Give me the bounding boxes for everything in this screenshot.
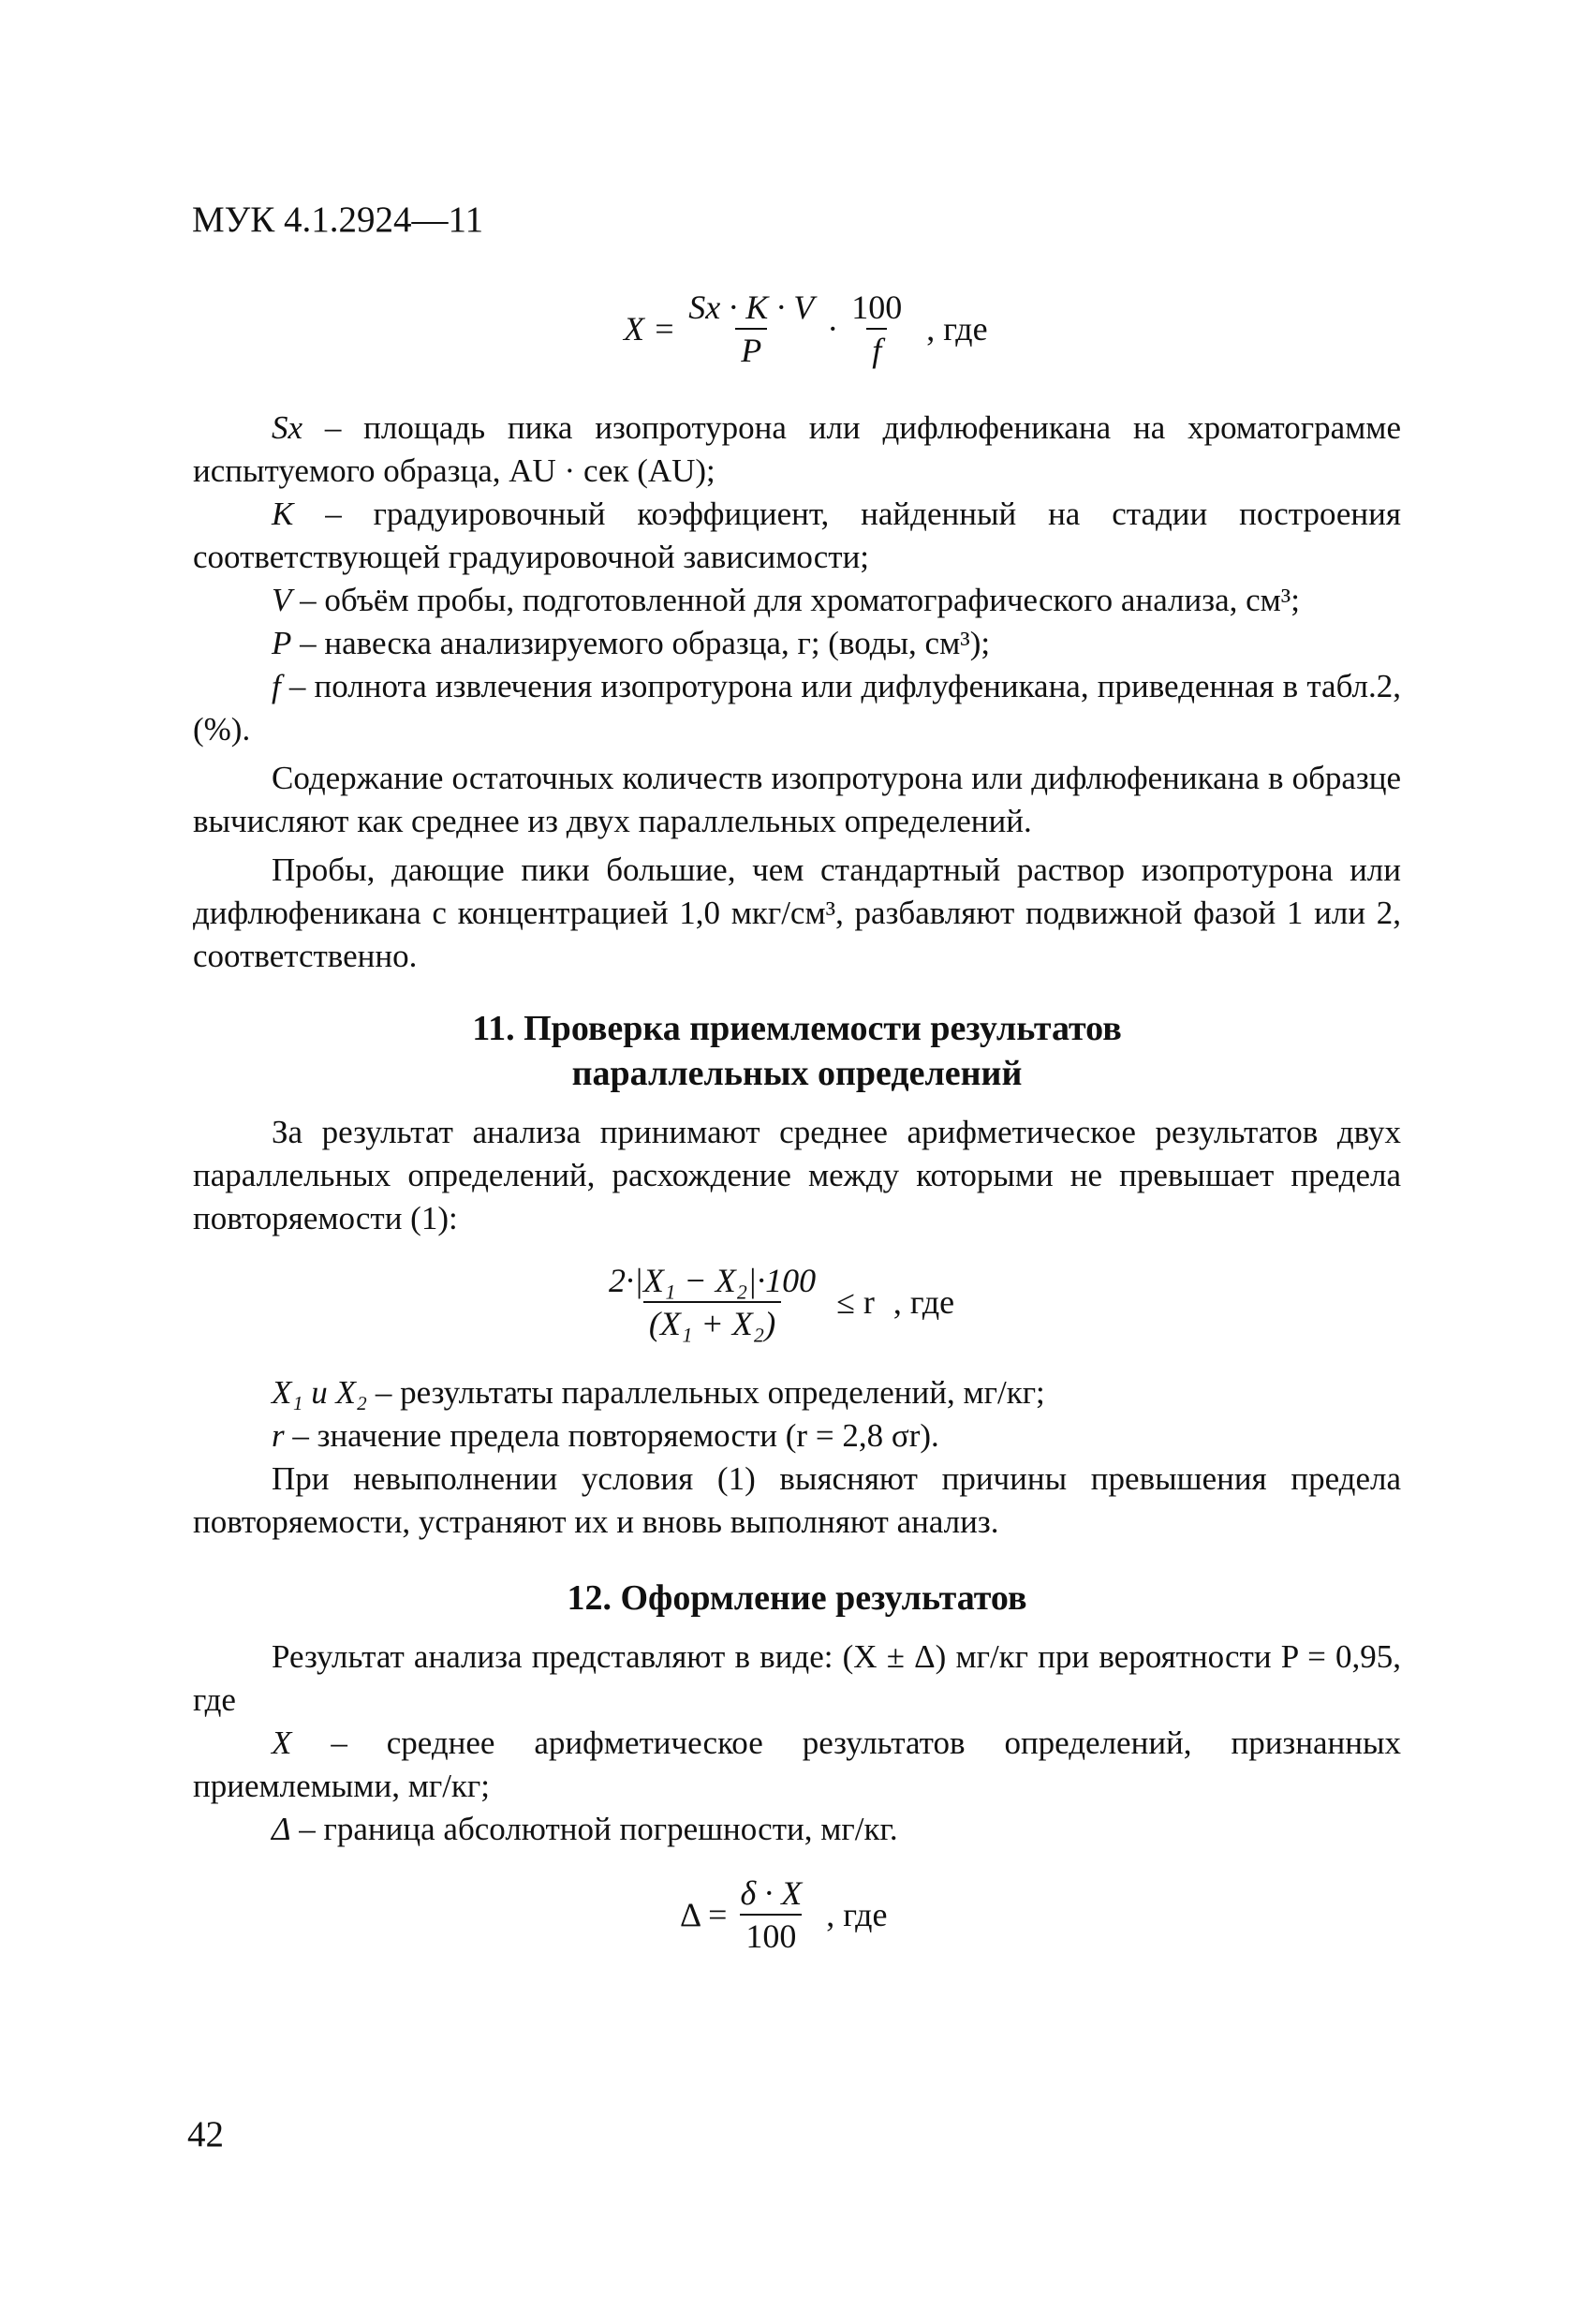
paragraph-content: Содержание остаточных количеств изопротурона или дифлюфеникана в образце вычисляют как среднее из двух параллельных определений. bbox=[193, 760, 1401, 839]
document-header: МУК 4.1.2924—11 bbox=[192, 200, 484, 240]
section-11-heading bbox=[193, 1006, 1401, 1096]
section-11-title-line-2: параллельных определений bbox=[571, 1054, 1023, 1093]
formula-lhs: X = bbox=[624, 310, 676, 348]
formula-delta-where: , где bbox=[826, 1896, 888, 1933]
formula-concentration bbox=[624, 277, 1401, 380]
formula-repeatability-denominator: (X₁ + X₂) bbox=[643, 1301, 781, 1342]
definition-delta: Δ – граница абсолютной погрешности, мг/кг. bbox=[272, 1811, 898, 1847]
section-12-paragraph: Результат анализа представляют в виде: (X ± Δ) мг/кг при вероятности P = 0,95, где bbox=[193, 1638, 1401, 1718]
section-11-paragraph: За результат анализа принимают среднее арифметическое результатов двух параллельных определений, расхождение между которыми не превышает предела повторяемости (1): bbox=[193, 1114, 1401, 1236]
formula-denominator-2: f bbox=[866, 328, 887, 369]
section-12-heading: 12. Оформление результатов bbox=[567, 1578, 1027, 1618]
formula-delta-denominator: 100 bbox=[740, 1914, 802, 1955]
formula-where: , где bbox=[926, 310, 988, 348]
definition-sx: Sx – площадь пика изопротурона или дифлюфеникана на хроматограмме испытуемого образца, AU · сек (AU); bbox=[193, 409, 1401, 489]
formula-numerator-2: 100 bbox=[851, 289, 903, 326]
formula-repeatability-fraction bbox=[603, 1262, 821, 1342]
formula-delta bbox=[680, 1858, 1401, 1971]
definition-p: P – навеска анализируемого образца, г; (воды, см³); bbox=[272, 625, 991, 661]
section-11-paragraph-2: При невыполнении условия (1) выясняют причины превышения предела повторяемости, устраняют их и вновь выполняют анализ. bbox=[193, 1460, 1401, 1540]
formula-numerator: Sx · K · V bbox=[688, 289, 815, 326]
definition-k: K – градуировочный коэффициент, найденный на стадии построения соответствующей градуировочной зависимости; bbox=[193, 496, 1401, 575]
document-body bbox=[193, 277, 1401, 1971]
formula-repeatability-numerator: 2·|X₁ − X₂|·100 bbox=[609, 1262, 817, 1299]
definition-x-mean: X – среднее арифметическое результатов определений, признанных приемлемыми, мг/кг; bbox=[193, 1724, 1401, 1804]
formula-repeatability-where: , где bbox=[892, 1283, 955, 1321]
definition-f: f – полнота извлечения изопротурона или дифлуфеникана, приведенная в табл.2, (%). bbox=[193, 668, 1401, 748]
formula-fraction-1 bbox=[683, 289, 819, 369]
definition-r: r – значение предела повторяемости (r = 2,8 σr). bbox=[272, 1417, 939, 1454]
formula-repeatability-relation: ≤ r bbox=[836, 1283, 875, 1321]
paragraph-dilution: Пробы, дающие пики большие, чем стандартный раствор изопротурона или дифлюфеникана с концентрацией 1,0 мкг/см³, разбавляют подвижной фазой 1 или 2, соответственно. bbox=[193, 851, 1401, 974]
formula-delta-fraction bbox=[734, 1874, 807, 1955]
page-number: 42 bbox=[187, 2114, 224, 2154]
definition-x1-x2: X₁ и X₂ – результаты параллельных определений, мг/кг; bbox=[272, 1374, 1045, 1411]
formula-delta-numerator: δ · X bbox=[740, 1874, 803, 1912]
formula-dot: · bbox=[827, 310, 839, 348]
definition-v: V – объём пробы, подготовленной для хроматографического анализа, см³; bbox=[272, 582, 1300, 618]
section-11-title-line-1: 11. Проверка приемлемости результатов bbox=[472, 1009, 1122, 1048]
formula-denominator: P bbox=[735, 328, 767, 369]
formula-repeatability bbox=[596, 1246, 1401, 1358]
formula-delta-lhs: Δ = bbox=[680, 1896, 728, 1933]
formula-fraction-2 bbox=[846, 289, 907, 369]
